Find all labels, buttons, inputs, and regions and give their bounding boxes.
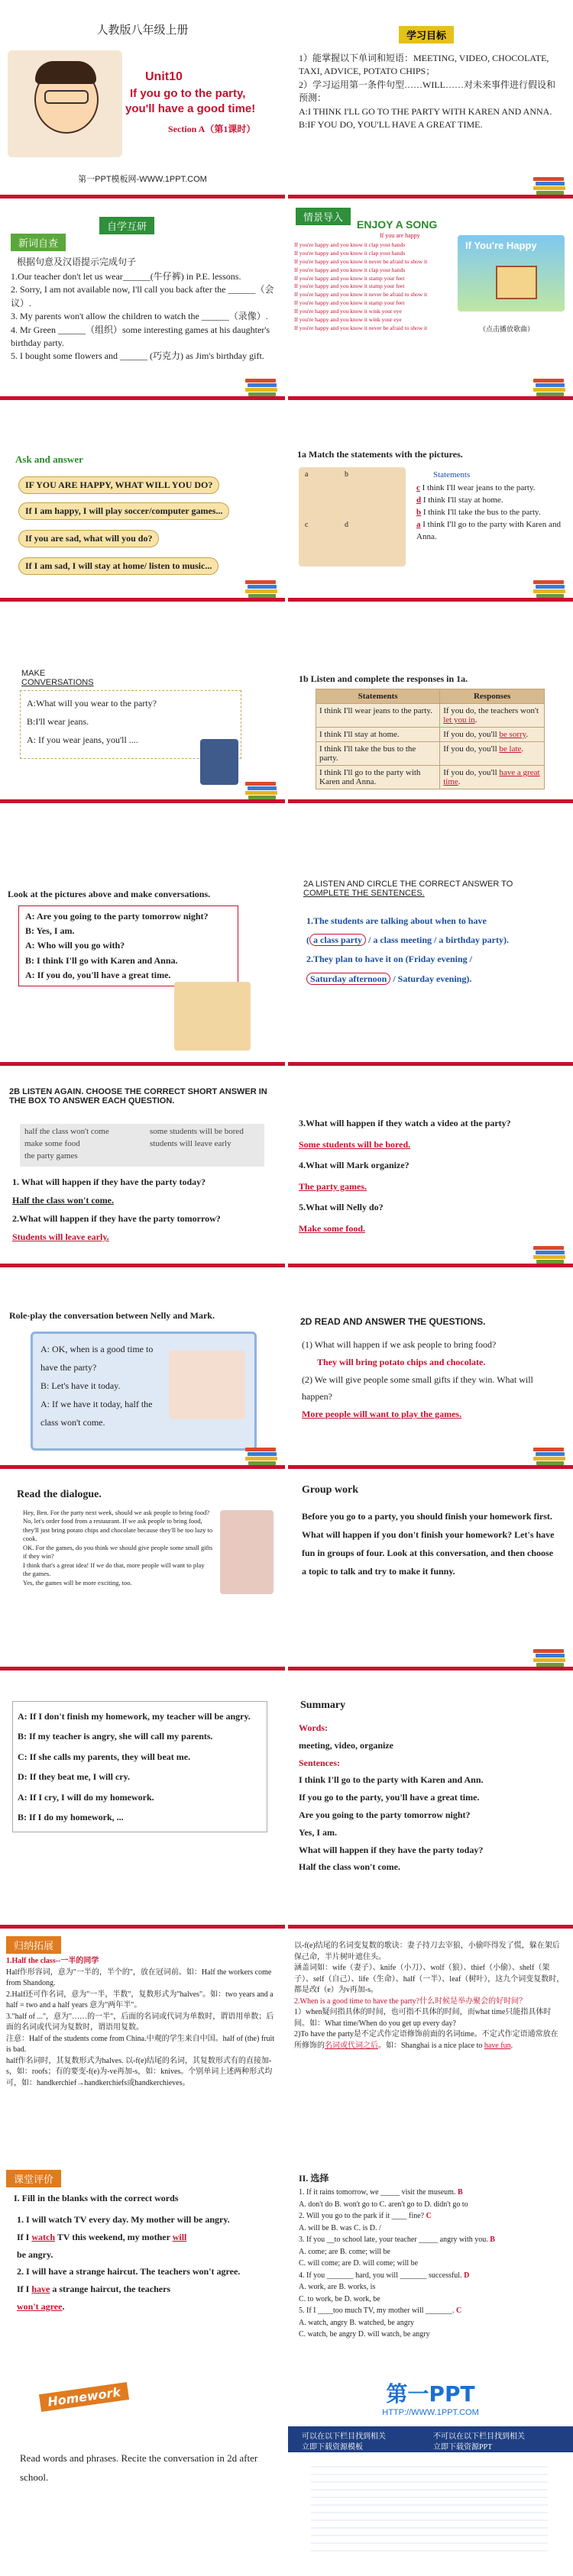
objective-2: 2）学习运用第一条件句型……WILL……对未来事件进行假设和预测： — [299, 79, 555, 104]
note: 3."half of ..."，意为"……的一半"，后面的名词或代词为单数时，谓语用单数；后面的名词或代词为复数时，谓语用复数。 — [6, 2012, 274, 2032]
mc-line: 5. If I ____too much TV, my mother will _______. C — [299, 2306, 462, 2315]
sentence-2: 2.They plan to have it on (Friday evening / — [306, 954, 473, 965]
lyric-line: If you're happy and you know it never be afraid to show it — [294, 291, 428, 299]
exercise-list — [11, 270, 274, 363]
words-heading: Words: — [299, 1722, 329, 1733]
bottom-bar — [0, 1925, 285, 1929]
instruction: 根据句意及汉语提示完成句子 — [17, 257, 137, 267]
sentences-heading: Sentences: — [299, 1757, 340, 1768]
line: B: Yes, I am. — [25, 925, 75, 937]
col-statements: Statements — [316, 689, 440, 704]
bottom-bar — [0, 396, 285, 400]
statements-head: Statements — [433, 470, 471, 479]
note: 2.Half还可作名词，意为"一半，半数"，复数形式为"halves"。如：two years and a half = two and a half years 意为"两年半"。 — [6, 1990, 274, 2009]
dialogue-lines — [23, 1509, 214, 1587]
lyric-line: If you're happy and you know it never be afraid to show it — [294, 257, 428, 265]
note: 2.When is a good time to have the party?什么时候是举办聚会的好时间？ — [294, 1997, 527, 2006]
slide-title: Read the dialogue. — [17, 1489, 102, 1500]
option: students will leave early — [150, 1139, 231, 1148]
answer: The party games. — [299, 1180, 367, 1192]
slide-21[interactable] — [0, 2164, 285, 2362]
table-row: I think I'll take the bus to the party. If you do, you'll be late. — [316, 742, 545, 766]
slide-3[interactable] — [0, 202, 285, 400]
option: the party games — [24, 1151, 78, 1160]
statement-item: a I think I'll go to the party with Karen and Anna. — [416, 519, 561, 541]
line: A: If you do, you'll have a great time. — [25, 969, 171, 980]
role-play-card — [31, 1332, 257, 1451]
words: meeting, video, organize — [299, 1739, 393, 1751]
slide-12[interactable] — [288, 1069, 573, 1267]
chain-box — [12, 1701, 267, 1832]
exercise-item: 4. Mr Green ______（组织）some interesting games at his daughter's birthday party. — [11, 324, 270, 348]
table-row: I think I'll wear jeans to the party. If you do, the teachers won't let you in. — [316, 704, 545, 728]
line: 2. I will have a strange haircut. The teachers won't agree. — [17, 2266, 241, 2277]
line: won't agree. — [17, 2300, 65, 2312]
answer-1: If I am happy, I will play soccer/computer games... — [18, 502, 229, 520]
mc-line: A. will be B. was C. is D. / — [299, 2223, 381, 2232]
note: 1）when疑问指具体的时间，也可指不具体的时间，而what time只能指具体时间。如：What time/When do you get up every day? — [294, 2008, 552, 2028]
note: 涵盖词如：wife（妻子）、knife（小刀）、wolf（狼）、thief（小偷）、shelf（架子）、self（自己）、life（生命）、half（一半）、leaf（树叶），这九个词变复数时，都是改f（e）为v再加-s。 — [294, 1964, 565, 1994]
party-photo — [220, 1510, 274, 1594]
line: If I have a strange haircut, the teachers — [17, 2284, 171, 2295]
bottom-bar — [0, 1667, 285, 1671]
glasses-icon — [44, 90, 89, 104]
slide-18[interactable] — [288, 1674, 573, 1929]
books-icon — [533, 1246, 567, 1263]
note: 2)To have the party是不定式作定语修饰前面的名词time。不定式作定语通常放在所修饰的名词或代词之后。如：Shanghai is a nice place to have fun. — [294, 2030, 558, 2050]
option: some students will be bored — [150, 1127, 244, 1136]
sentence: Are you going to the party tomorrow night? — [299, 1809, 471, 1820]
books-icon — [245, 580, 279, 597]
mc-block — [299, 2187, 562, 2341]
slide-title: 1a Match the statements with the pictures. — [297, 449, 463, 460]
answer: Some students will be bored. — [299, 1138, 411, 1150]
line: If I watch TV this weekend, my mother will — [17, 2231, 187, 2242]
question: 4.What will Mark organize? — [299, 1160, 410, 1171]
bottom-bar — [288, 1062, 573, 1066]
question: 1. What will happen if they have the party today? — [12, 1177, 206, 1187]
objective-4: B:IF YOU DO, YOU'LL HAVE A GREAT TIME. — [299, 118, 483, 130]
unit-title-1: If you go to the party, — [130, 87, 246, 100]
qa-block — [299, 1113, 562, 1240]
question: (1) What will happen if we ask people to bring food? — [302, 1339, 497, 1350]
slide-22[interactable] — [288, 2164, 573, 2362]
party-photo — [169, 1351, 245, 1419]
sentence: Half the class won't come. — [299, 1861, 400, 1873]
books-icon — [245, 782, 279, 799]
left-heading: 可以在以下栏目找到相关 — [302, 2432, 386, 2441]
book-title: 人教版八年级上册 — [96, 24, 189, 37]
sentence: What will happen if they have the party today? — [299, 1844, 484, 1855]
sentence: If you go to the party, you'll have a great time. — [299, 1792, 480, 1803]
slide-title: 2D READ AND ANSWER THE QUESTIONS. — [300, 1316, 486, 1327]
sentence-2b: Saturday afternoon / Saturday evening). — [306, 970, 562, 989]
answer-2: If I am sad, I will stay at home/ listen to music... — [18, 557, 219, 575]
exercise-item: 2. Sorry, I am not available now, I'll call you back after the ______（会议）. — [11, 284, 274, 308]
song-poster[interactable] — [458, 235, 565, 312]
sentence-1: 1.The students are talking about when to have — [306, 915, 487, 926]
bottom-bar — [0, 1465, 285, 1469]
bottom-bar — [288, 396, 573, 400]
slide-title-2: CONVERSATIONS — [21, 678, 94, 687]
statement-item: b I think I'll take the bus to the party. — [416, 507, 541, 517]
section-tag: 情景导入 — [296, 208, 351, 225]
exercise-item: 3. My parents won't allow the children to watch the ______（录像）. — [11, 311, 268, 322]
slide-13[interactable] — [0, 1270, 285, 1469]
mc-line: A. don't do B. won't go to C. aren't go to D. didn't go to — [299, 2200, 468, 2209]
label-c: c — [305, 521, 309, 529]
line: No, let's order food from a restaurant. If we ask people to bring food, they'll just bring potato chips and chocolate because they'll be too lazy to cook. — [23, 1517, 213, 1543]
answer: Half the class won't come. — [12, 1195, 114, 1206]
line: A: Are you going to the party tomorrow night? — [25, 911, 209, 922]
lyric-line: If you're happy and you know it wink your eye — [294, 315, 402, 323]
bottom-bar — [288, 1264, 573, 1267]
books-icon — [245, 379, 279, 395]
unit-title-2: you'll have a good time! — [125, 102, 256, 115]
slide-title: Group work — [302, 1484, 359, 1496]
bottom-bar — [0, 799, 285, 803]
house-icon — [496, 266, 537, 299]
notes — [6, 1956, 277, 2089]
line: B: I think I'll go with Karen and Anna. — [25, 954, 178, 966]
bottom-bar — [0, 1062, 285, 1066]
homework-body: Read words and phrases. Recite the conversation in 2d after school. — [20, 2452, 258, 2483]
line: OK. For the games, do you think we should give people some small gifts if they win? — [23, 1543, 213, 1561]
mc-line: A. come; are B. come; will be — [299, 2247, 390, 2256]
section-tag: 课堂评价 — [6, 2170, 61, 2187]
bottom-bar — [288, 1667, 573, 1671]
objectives — [299, 52, 562, 131]
option: make some food — [24, 1139, 80, 1148]
section-tag: 自学互研 — [99, 217, 154, 234]
answer-box — [20, 1124, 264, 1167]
slide-title: Role-play the conversation between Nelly and Mark. — [9, 1310, 215, 1321]
left-sub: 立即下载资源模板 — [302, 2443, 363, 2452]
bottom-bar — [288, 598, 573, 602]
slide-title: 1b Listen and complete the responses in 1a. — [299, 673, 468, 684]
slide-title: 2B LISTEN AGAIN. CHOOSE THE CORRECT SHORT ANSWER IN THE BOX TO ANSWER EACH QUESTION. — [9, 1087, 267, 1106]
bottom-bar — [0, 195, 285, 199]
books-icon — [533, 177, 567, 194]
bottom-bar — [0, 598, 285, 602]
books-icon — [533, 1448, 567, 1464]
slide-17[interactable] — [0, 1674, 285, 1929]
slide-14[interactable] — [288, 1270, 573, 1469]
label-d: d — [345, 521, 348, 529]
sentence-1b: ( a class party / a class meeting / a birthday party). — [306, 935, 509, 946]
label-a: a — [305, 470, 309, 479]
objective-3: A:I THINK I'LL GO TO THE PARTY WITH KAREN AND ANNA. — [299, 105, 552, 117]
bottom-bar — [288, 1925, 573, 1929]
table-row: I think I'll stay at home. If you do, you'll be sorry. — [316, 728, 545, 742]
lyrics — [294, 241, 447, 333]
lyric-line: If you're happy and you know it never be afraid to show it — [294, 324, 428, 331]
slide-title: Look at the pictures above and make conversations. — [8, 889, 211, 899]
bottom-bar — [0, 1264, 285, 1267]
slide-4[interactable] — [288, 202, 573, 400]
play-caption[interactable]: （点击播放歌曲） — [479, 325, 535, 333]
slide-title-1: MAKE — [21, 669, 46, 678]
hero-illustration — [8, 50, 122, 157]
objective-1: 1）能掌握以下单词和短语：MEETING, VIDEO, CHOCOLATE, TAXI, ADVICE, POTATO CHIPS； — [299, 53, 549, 77]
exercise-item: 1.Our teacher don't let us wear______(牛仔裤) in P.E. lessons. — [11, 271, 241, 282]
sub-tag: 新词自查 — [11, 234, 66, 251]
slide-1[interactable] — [0, 0, 285, 199]
resource-banner — [288, 2426, 573, 2452]
answer: More people will want to play the games. — [302, 1409, 462, 1420]
mc-line: C. to work, be D. work, be — [299, 2294, 380, 2303]
dialogue-box — [18, 905, 238, 986]
question: 5.What will Nelly do? — [299, 1202, 384, 1213]
site-label: 第一PPT模板网-WWW.1PPT.COM — [78, 175, 207, 184]
table-row: I think I'll go to the party with Karen and Anna. If you do, you'll have a great time. — [316, 766, 545, 789]
note: Half作形容词，意为"一半的，半个的"，放在冠词前。如：Half the workers come from Shandong. — [6, 1968, 272, 1987]
slide-10[interactable] — [288, 806, 573, 1066]
group-body: Before you go to a party, you should finish your homework first. What will happen if you don't finish your homework? Let's have fun in groups of four. Look at this conversation, and then choose a topic to talk and try to make it funny. — [302, 1511, 555, 1577]
lyric-line: If you're happy and you know it stamp your feet — [294, 282, 405, 290]
slide-16[interactable] — [288, 1472, 573, 1671]
mc-line: C. will come; are D. will come; will be — [299, 2259, 419, 2268]
line: A: OK, when is a good time to have the party? — [40, 1344, 154, 1373]
right-heading: 不可以在以下栏目找到相关 — [433, 2432, 525, 2441]
right-sub: 立即下载资源PPT — [433, 2443, 493, 2452]
bottom-bar — [288, 1465, 573, 1469]
slide-5[interactable] — [0, 403, 285, 602]
note: 以-f(e)结尾的名词变复数的歌诀：妻子持刀去宰狼，小偷吓得发了慌，躲在架后保己命，半片树叶遮住头。 — [294, 1942, 560, 1961]
line: B: Let's have it today. — [40, 1380, 121, 1391]
books-icon — [245, 1448, 279, 1464]
question-1: IF YOU ARE HAPPY, WHAT WILL YOU DO? — [18, 476, 219, 494]
slide-title-1: 2A LISTEN AND CIRCLE THE CORRECT ANSWER TO — [303, 880, 513, 889]
line: Yes, the games will be more exciting, too. — [23, 1578, 132, 1587]
slide-title: II. 选择 — [299, 2173, 329, 2184]
homework-tag: Homework — [39, 2382, 129, 2412]
lyric-line: If you're happy and you know it wink your eye — [294, 308, 402, 315]
slide-7[interactable] — [0, 605, 285, 803]
section-tag: 归纳拓展 — [6, 1936, 61, 1954]
statement-item: d I think I'll stay at home. — [416, 495, 503, 505]
link-list[interactable] — [311, 2460, 548, 2552]
answer: Make some food. — [299, 1222, 365, 1234]
slide-2[interactable] — [288, 0, 573, 199]
song-title: ENJOY A SONG — [357, 218, 438, 231]
slide-11[interactable] — [0, 1069, 285, 1267]
note: 注意：Half of the students come from China.中观的学生来自中国。half of (the) fruit is bad. — [6, 2034, 275, 2054]
bottom-bar — [288, 799, 573, 803]
line: C: If she calls my parents, they will beat me. — [18, 1751, 191, 1762]
question-2: If you are sad, what will you do? — [18, 530, 159, 547]
poster-title: If You're Happy — [465, 240, 537, 251]
fill-block — [17, 2211, 269, 2316]
question: (2) We will give people some small gifts if they win. What will happen? — [302, 1374, 533, 1403]
qa-block — [12, 1173, 276, 1246]
sentence-block — [306, 912, 562, 989]
section-label: Section A（第1课时） — [168, 124, 256, 134]
mc-line: A. watch, angry B. watched, be angry — [299, 2318, 415, 2327]
books-icon — [533, 379, 567, 395]
line: A: If we have it today, half the class won't come. — [40, 1399, 153, 1428]
line: A: If you wear jeans, you'll .... — [27, 734, 138, 745]
note: 1.Half the class--一半的同学 — [6, 1957, 99, 1965]
slide-title: Ask and answer — [15, 454, 83, 465]
line: A: Who will you go with? — [25, 940, 125, 951]
line: A: If I cry, I will do my homework. — [18, 1791, 154, 1803]
line: B:I'll wear jeans. — [27, 716, 89, 727]
slide-title: Summary — [300, 1700, 346, 1711]
line: B: If my teacher is angry, she will call my parents. — [18, 1731, 213, 1742]
option: half the class won't come — [24, 1127, 109, 1136]
line: 1. I will watch TV every day. My mother will be angry. — [17, 2214, 230, 2225]
sentence: I think I'll go to the party with Karen and Ann. — [299, 1774, 484, 1786]
statement-item: c I think I'll wear jeans to the party. — [416, 483, 536, 492]
slide-title: I. Fill in the blanks with the correct words — [14, 2193, 179, 2203]
answer: Students will leave early. — [12, 1232, 109, 1242]
summary-block — [299, 1719, 562, 1876]
slide-8[interactable] — [288, 605, 573, 803]
lyric-line: If you're happy and you know it stamp your feet — [294, 274, 405, 282]
jeans-icon — [200, 739, 238, 785]
label-b: b — [345, 470, 348, 479]
section-tag: 学习目标 — [399, 26, 454, 44]
mc-line: 4. If you _______ hard, you will _______ successful. D — [299, 2271, 470, 2280]
responses-table — [316, 689, 545, 789]
answer: They will bring potato chips and chocolate. — [317, 1356, 486, 1367]
line: Hey, Ben. For the party next week, should we ask people to bring food? — [23, 1509, 210, 1516]
sentence: Yes, I am. — [299, 1826, 337, 1838]
slide-23[interactable] — [0, 2365, 285, 2576]
line: I think that's a great idea! If we do that, more people will want to play the games. — [23, 1561, 205, 1578]
note: half作名词时，其复数形式为halves. 以-f(e)结尾的名词，其复数形式有的直接加-s，如：roofs；有的要变-f(e)为-ve再加-s，如：knives。个别单词上述两种形式均可，如：handkerchief→handkerchiefs或handkerchieves。 — [6, 2056, 273, 2087]
books-icon — [533, 580, 567, 597]
role-lines — [40, 1340, 155, 1432]
lyric-line: If you're happy and you know it clap your hands — [294, 249, 406, 257]
mc-line: A. work, are B. works, is — [299, 2283, 376, 2291]
lyric-line: If you're happy and you know it clap your hands — [294, 266, 406, 273]
party-pictures — [174, 982, 251, 1051]
notes — [294, 1941, 565, 2051]
books-icon — [533, 1649, 567, 1666]
line: be angry. — [17, 2248, 53, 2260]
mc-line: 3. If you __to school late, your teacher _____ angry with you. B — [299, 2235, 495, 2244]
mc-line: 2. Will you go to the park if it ____ fine? C — [299, 2212, 432, 2220]
mc-line: C. watch, be angry D. will watch, be angry — [299, 2330, 430, 2339]
line: A:What will you wear to the party? — [27, 698, 157, 709]
line: A: If I don't finish my homework, my teacher will be angry. — [18, 1711, 251, 1722]
slide-title-2: COMPLETE THE SENTENCES. — [303, 889, 425, 898]
question: 2.What will happen if they have the party tomorrow? — [12, 1213, 221, 1224]
slide-20[interactable] — [288, 1932, 573, 2161]
bottom-bar — [288, 195, 573, 199]
line: D: If they beat me, I will cry. — [18, 1771, 130, 1783]
unit-label: Unit10 — [145, 70, 183, 83]
slide-19[interactable] — [0, 1932, 285, 2161]
slide-6[interactable] — [288, 403, 573, 602]
pictures-panel — [299, 467, 406, 567]
col-responses: Responses — [440, 689, 545, 704]
exercise-item: 5. I bought some flowers and ______ (巧克力) as Jim's birthday gift. — [11, 350, 264, 362]
question: 3.What will happen if they watch a video at the party? — [299, 1118, 511, 1128]
line: B: If I do my homework, ... — [18, 1811, 124, 1822]
slide-24[interactable] — [288, 2365, 573, 2576]
slide-15[interactable] — [0, 1472, 285, 1671]
mc-line: 1. If it rains tomorrow, we _____ visit the museum. B — [299, 2188, 463, 2197]
brand-url[interactable]: HTTP://WWW.1PPT.COM — [382, 2408, 479, 2417]
qa-block — [302, 1336, 558, 1423]
song-sub: If you are happy — [380, 232, 420, 239]
lyric-line: If you're happy and you know it stamp your feet — [294, 299, 405, 307]
brand-logo: 第一PPT — [386, 2381, 475, 2407]
statements-list — [416, 483, 565, 544]
slide-9[interactable] — [0, 806, 285, 1066]
hair-icon — [35, 61, 96, 84]
lyric-line: If you're happy and you know it clap your hands — [294, 241, 406, 248]
